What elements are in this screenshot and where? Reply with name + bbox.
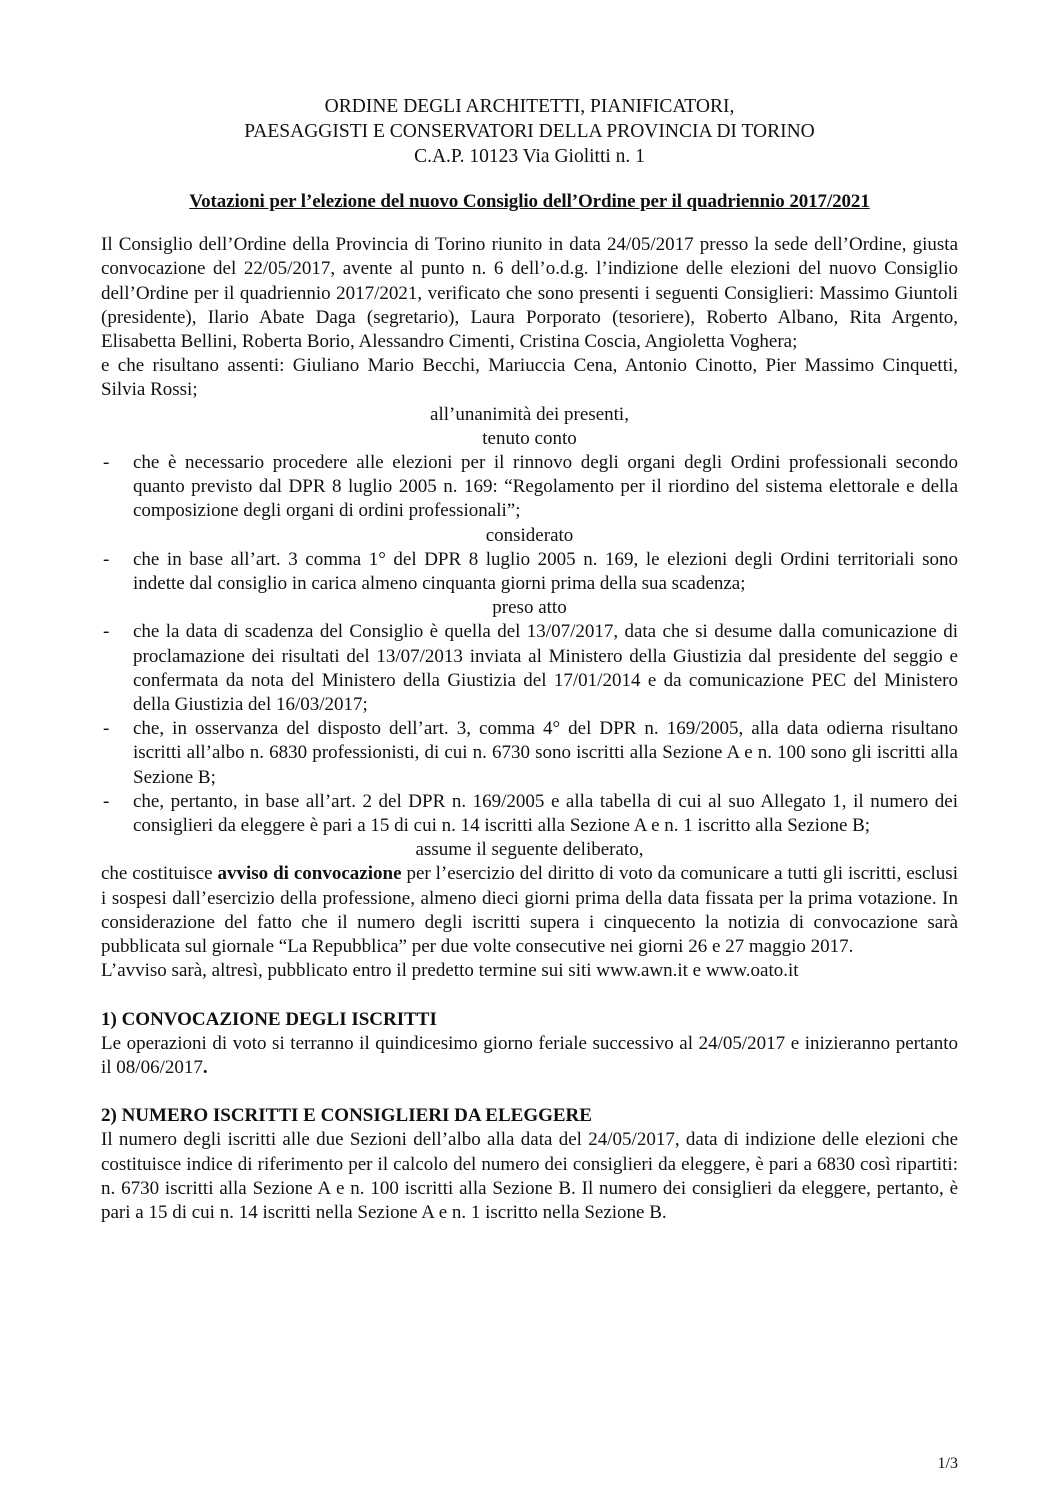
list-item-text: che, pertanto, in base all’art. 2 del DPR n. 169/2005 e alla tabella di cui al suo Allegato 1, il numero dei consiglieri da eleggere è pari a 15 di cui n. 14 iscritti alla Sezione A e n. 1 iscritto alla Sezione B; [133,790,958,837]
page-number: 1/3 [937,1455,958,1472]
list-item-text: che la data di scadenza del Consiglio è quella del 13/07/2017, data che si desume dalla comunicazione di proclamazione dei risultati del 13/07/2013 inviata al Ministero della Giustizia dal presidente del seggio e confermata da nota del Ministero della Giustizia del 17/01/2014 e da comunicazione PEC del Ministero della Giustizia del 16/03/2017; [133,621,958,716]
document-subject: Votazioni per l’elezione del nuovo Consiglio dell’Ordine per il quadriennio 2017/2021 [189,191,870,212]
list-item [101,620,958,717]
dash-bullet: - [103,621,110,643]
deliberato-paragraph [101,862,958,959]
dash-bullet: - [103,548,110,570]
document-body [101,94,958,1225]
unanimity-line: all’unanimità dei presenti, [430,403,629,425]
letterhead [101,94,958,169]
tenuto-conto-list [101,451,958,524]
list-item-text: che, in osservanza del disposto dell’art. 3, comma 4° del DPR n. 169/2005, alla data odierna risultano iscritti all’albo n. 6830 professionisti, di cui n. 6730 sono iscritti alla Sezione A e n. 100 sono gli iscritti alla Sezione B; [133,718,958,788]
dash-bullet: - [103,790,110,812]
list-item-text: che in base all’art. 3 comma 1° del DPR 8 luglio 2005 n. 169, le elezioni degli Ordini territoriali sono indette dal consiglio in carica almeno cinquanta giorni prima della sua scadenza; [133,548,958,595]
section-2-text: Il numero degli iscritti alle due Sezioni dell’albo alla data del 24/05/2017, data di indizione delle elezioni che costituisce indice di riferimento per il calcolo del numero dei consiglieri da eleggere, è pari a 6830 così ripartiti: n. 6730 iscritti alla Sezione A e n. 100 iscritti alla Sezione B. Il numero dei consiglieri da eleggere, pertanto, è pari a 15 di cui n. 14 iscritti nella Sezione A e n. 1 iscritto nella Sezione B. [101,1129,958,1223]
dash-bullet: - [103,718,110,740]
list-item-text: che è necessario procedere alle elezioni per il rinnovo degli organi degli Ordini professionali secondo quanto previsto dal DPR 8 luglio 2005 n. 169: “Regolamento per il riordino del sistema elettorale e della composizione degli organi di ordini professionali”; [133,452,958,522]
section-1-text [101,1032,958,1080]
preso-atto-list [101,620,958,838]
list-item [101,548,958,596]
section-2-title: 2) NUMERO ISCRITTI E CONSIGLIERI DA ELEGGERE [101,1105,592,1127]
deliberato-text-end: per l’esercizio del diritto di voto da comunicare a tutti gli iscritti, esclusi i sospesi dall’esercizio della professione, almeno dieci giorni prima della data fissata per la prima votazione. In considerazione del fatto che il numero degli iscritti supera i cinquecento la notizia di convocazione sarà pubblicata sul giornale “La Repubblica” per due volte consecutive nei giorni 26 e 27 maggio 2017. [101,863,958,958]
section-1-body: Le operazioni di voto si terranno il quindicesimo giorno feriale successivo al 24/05/2017 e inizieranno pertanto il 08/06/2017 [101,1032,958,1078]
letterhead-line-1: ORDINE DEGLI ARCHITETTI, PIANIFICATORI, [324,96,735,117]
considerato-heading: considerato [485,524,574,546]
list-item [101,451,958,524]
letterhead-address: C.A.P. 10123 Via Giolitti n. 1 [414,146,645,167]
preso-atto-heading: preso atto [492,597,567,619]
letterhead-line-2: PAESAGGISTI E CONSERVATORI DELLA PROVINCIA DI TORINO [244,121,815,142]
list-item [101,790,958,838]
deliberato-text-start: che costituisce [101,863,218,885]
tenuto-conto-heading: tenuto conto [482,427,577,449]
publication-paragraph: L’avviso sarà, altresì, pubblicato entro il predetto termine sui siti www.awn.it e www.oato.it [101,960,799,982]
intro-paragraph: Il Consiglio dell’Ordine della Provincia di Torino riunito in data 24/05/2017 presso la sede dell’Ordine, giusta convocazione del 22/05/2017, avente al punto n. 6 dell’o.d.g. l’indizione delle elezioni del nuovo Consiglio dell’Ordine per il quadriennio 2017/2021, verificato che sono presenti i seguenti Consiglieri: Massimo Giuntoli (presidente), Ilario Abate Daga (segretario), Laura Porporato (tesoriere), Roberto Albano, Rita Argento, Elisabetta Bellini, Roberta Borio, Alessandro Cimenti, Cristina Coscia, Angioletta Voghera; [101,234,958,353]
section-1-title: 1) CONVOCAZIONE DEGLI ISCRITTI [101,1008,437,1030]
absent-paragraph: e che risultano assenti: Giuliano Mario Becchi, Mariuccia Cena, Antonio Cinotto, Pier Massimo Cinquetti, Silvia Rossi; [101,355,958,401]
dash-bullet: - [103,452,110,474]
deliberato-heading: assume il seguente deliberato, [415,839,644,861]
convocation-notice-bold: avviso di convocazione [217,863,402,885]
considerato-list [101,548,958,596]
list-item [101,717,958,790]
section-1-period: . [202,1056,208,1078]
